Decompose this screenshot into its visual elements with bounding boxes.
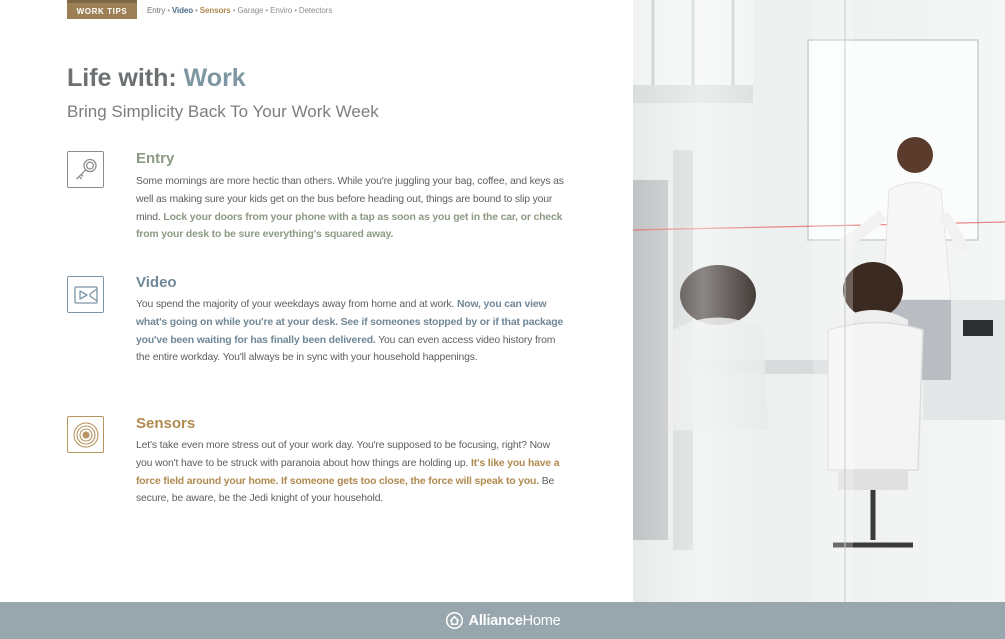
breadcrumb: Entry • Video • Sensors • Garage • Enviro • Detectors (147, 6, 333, 15)
footer-brand[interactable]: AllianceHome (468, 612, 561, 629)
key-icon (67, 151, 104, 188)
breadcrumb-entry[interactable]: Entry (147, 6, 166, 15)
sensor-icon (67, 416, 104, 453)
breadcrumb-garage[interactable]: Garage (237, 6, 264, 15)
page-subtitle: Bring Simplicity Back To Your Work Week (67, 102, 379, 121)
section-text-video: You spend the majority of your weekdays away from home and at work. Now, you can view what's going on while you're at your desk. See if someones stopped by or if that package you've been waiting for has finally been delivered. You can even access video history from the entire workday. You'll always be in sync with your household happenings. (136, 299, 564, 364)
alliance-home-logo-icon (445, 611, 464, 630)
page-title-accent: Work (183, 64, 246, 92)
work-tips-tag: WORK TIPS (67, 0, 137, 19)
breadcrumb-enviro[interactable]: Enviro (270, 6, 293, 15)
breadcrumb-sensors[interactable]: Sensors (199, 6, 231, 15)
video-camera-icon (67, 276, 104, 313)
office-meeting-illustration (633, 0, 1005, 603)
breadcrumb-video[interactable]: Video (171, 6, 194, 15)
section-text-entry: Some mornings are more hectic than others. While you're juggling your bag, coffee, and keys as well as making sure your kids get on the bus before heading out, things are bound to slip your mind. Lock your doors from your phone with a tap as soon as you get in the car, or check from your desk to be sure everything's squared away. (136, 176, 564, 241)
breadcrumb-detectors[interactable]: Detectors (298, 6, 333, 15)
section-text-sensors: Let's take even more stress out of your work day. You're supposed to be focusing, right? Now you won't have to be struck with paranoia about how things are holding up. It's like you have a force field around your home. If someone gets too close, the force will speak to you. Be secure, be aware, be the Jedi knight of your household. (136, 440, 560, 505)
section-title-video: Video (136, 274, 177, 291)
footer-bar (0, 602, 1005, 639)
section-title-entry: Entry (136, 150, 175, 167)
office-meeting-photo (633, 0, 1005, 603)
page-title: Life with: Work (67, 64, 246, 92)
section-title-sensors: Sensors (136, 415, 196, 432)
